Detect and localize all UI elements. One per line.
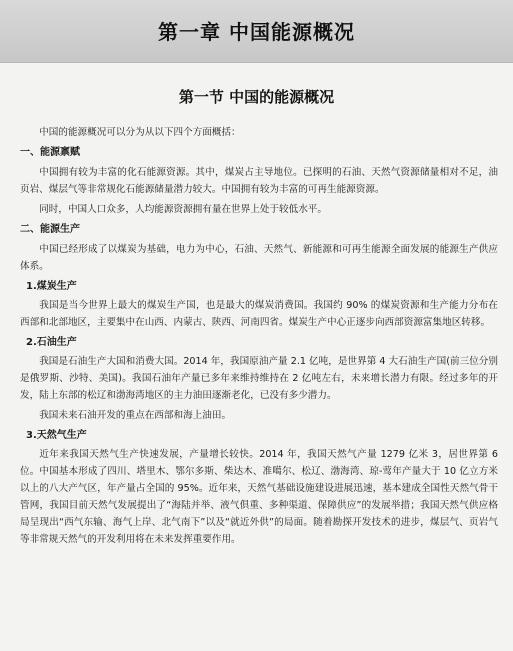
chapter-banner [0,0,513,63]
heading-energy-production: 二、能源生产 [20,224,80,235]
gas-paragraph: 近年来我国天然气生产快速发展，产量增长较快。2014 年，我国天然气产量 1279 亿米 3，居世界第 6 位。中国基本形成了四川、塔里木、鄂尔多斯、柴达木、准噶尔、松辽、渤海湾、琼-莺年产量大于 10 亿立方米以上的八大产气区，年产量占全国的 95%。近年来，天然气基础设施建设进展迅速，基本建成全国性天然气骨干管网，我国目前天然气发展提出了“海陆并举、液气俱重、多种渠道、保障供应”的发展举措；我国天然气供应格局呈现出“西气东输、海气上岸、北气南下”以及“就近外供”的局面。随着勘探开发技术的进步，煤层气、页岩气等非常规天然气的开发利用将在未来发挥重要作用。 [20,449,498,545]
heading-energy-endowment: 一、能源禀赋 [20,147,80,158]
endowment-paragraph-2: 同时，中国人口众多，人均能源资源拥有量在世界上处于较低水平。 [39,204,327,215]
intro-paragraph: 中国的能源概况可以分为从以下四个方面概括： [39,127,241,138]
chapter-title: 第一章 中国能源概况 [158,20,355,44]
heading-gas-production: 3.天然气生产 [26,430,87,441]
endowment-paragraph-1: 中国拥有较为丰富的化石能源资源。其中，煤炭占主导地位。已探明的石油、天然气资源储量相对不足，油页岩、煤层气等非常规化石能源储量潜力较大。中国拥有较为丰富的可再生能源资源。 [20,167,498,195]
oil-paragraph-1: 我国是石油生产大国和消费大国。2014 年，我国原油产量 2.1 亿吨，是世界第 4 大石油生产国(前三位分别是俄罗斯、沙特、美国)。我国石油年产量已多年来维持维持在 2 亿吨左右，未来增长潜力有限。经过多年的开发，陆上东部的松辽和渤海湾地区的主力油田逐渐老化，已没有多少潜力。 [20,356,498,401]
coal-paragraph: 我国是当今世界上最大的煤炭生产国，也是最大的煤炭消费国。我国约 90% 的煤炭资源和生产能力分布在西部和北部地区，主要集中在山西、内蒙古、陕西、河南四省。煤炭生产中心正逐步向西部资源富集地区转移。 [20,300,498,328]
section-title: 第一节 中国的能源概况 [178,88,335,106]
production-paragraph: 中国已经形成了以煤炭为基础，电力为中心，石油、天然气、新能源和可再生能源全面发展的能源生产供应体系。 [20,244,498,272]
heading-oil-production: 2.石油生产 [26,337,77,348]
heading-coal-production: 1.煤炭生产 [26,281,77,292]
oil-paragraph-2: 我国未来石油开发的重点在西部和海上油田。 [39,410,232,421]
document-body [20,124,498,551]
